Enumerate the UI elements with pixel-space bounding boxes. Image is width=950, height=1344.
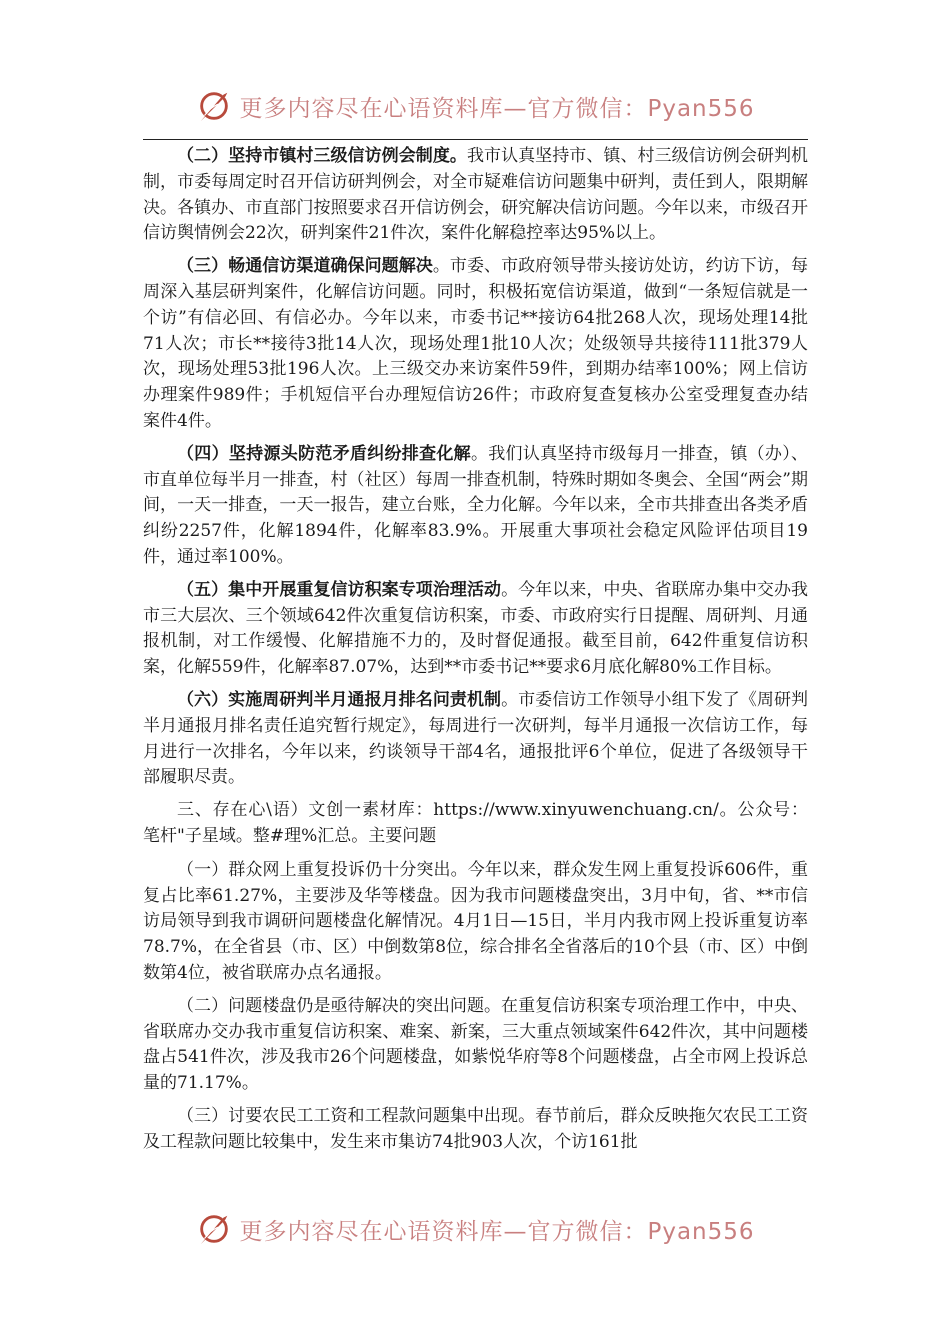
paragraph-heading: （二）坚持市镇村三级信访例会制度。: [177, 146, 467, 166]
header-watermark: [0, 84, 950, 128]
paragraph-heading: （四）坚持源头防范矛盾纠纷排查化解: [177, 443, 471, 464]
paragraph-3: [143, 254, 808, 435]
paragraph-text: 。市委、市政府领导带头接访处访，约访下访，每周深入基层研判案件，化解信访问题。同时，积极拓宽信访渠道，做到“一条短信就是一个访”有信必回、有信必办。今年以来，市委书记**接访64批268人次，现场处理14批71人次；市长**接待3批14人次，现场处理1批10人次；处级领导共接待111批379人次，现场处理53批196人次。上三级交办来访案件59件，到期办结率100%；网上信访办理案件989件；手机短信平台办理短信访26件；市政府复查复核办公室受理复查办结案件4件。: [143, 256, 809, 431]
paragraph-heading: （三）畅通信访渠道确保问题解决: [177, 256, 433, 277]
quill-logo-icon: [195, 87, 233, 125]
paragraph-4: [143, 442, 808, 571]
quill-logo-icon: [195, 1210, 233, 1248]
section-heading: 三、存在心\语）文创一素材库：https://www.xinyuwenchuang.cn/。公众号：笔杆"子星域。整#理%汇总。主要问题: [143, 800, 808, 846]
watermark-text: 更多内容尽在心语资料库—官方微信：Pyan556: [239, 1218, 755, 1245]
paragraph-text: 。我们认真坚持市级每月一排查，镇（办）、市直单位每半月一排查，村（社区）每周一排查机制，特殊时期如冬奥会、全国“两会”期间，一天一排查，一天一报告，建立台账，全力化解。今年以来，全市共排查出各类矛盾纠纷2257件，化解1894件，化解率83.9%。开展重大事项社会稳定风险评估项目19件，通过率100%。: [143, 443, 809, 567]
paragraph-6: [143, 688, 808, 791]
footer-watermark: [0, 1207, 950, 1251]
paragraph-heading: （五）集中开展重复信访积案专项治理活动: [177, 579, 502, 600]
problem-1: （一）群众网上重复投诉仍十分突出。今年以来，群众发生网上重复投诉606件，重复占比率61.27%，主要涉及华等楼盘。因为我市问题楼盘突出，3月中旬，省、**市信访局领导到我市调研问题楼盘化解情况。4月1日—15日，半月内我市网上投诉重复访率78.7%，在全省县（市、区）中倒数第8位，综合排名全省落后的10个县（市、区）中倒数第4位，被省联席办点名通报。: [143, 859, 808, 983]
problem-2: （二）问题楼盘仍是亟待解决的突出问题。在重复信访积案专项治理工作中，中央、省联席办交办我市重复信访积案、难案、新案，三大重点领域案件642件次，其中问题楼盘占541件次，涉及我市26个问题楼盘，如紫悦华府等8个问题楼盘，占全市网上投诉总量的71.17%。: [143, 995, 808, 1094]
paragraph-text: 。市委信访工作领导小组下发了《周研判半月通报月排名责任追究暂行规定》，每周进行一次研判，每半月通报一次信访工作，每月进行一次排名，今年以来，约谈领导干部4名，通报批评6个单位，促进了各级领导干部履职尽责。: [143, 689, 809, 788]
paragraph-5: [143, 578, 808, 681]
paragraph-2: [143, 144, 808, 247]
paragraph-heading: （六）实施周研判半月通报月排名问责机制: [177, 689, 502, 710]
header-divider: [143, 139, 808, 140]
watermark-text: 更多内容尽在心语资料库—官方微信：Pyan556: [239, 95, 755, 122]
document-body: [143, 144, 808, 1155]
problem-3: （三）讨要农民工工资和工程款问题集中出现。春节前后，群众反映拖欠农民工工资及工程款问题比较集中，发生来市集访74批903人次，个访161批: [143, 1105, 808, 1152]
paragraph-text: 。今年以来，中央、省联席办集中交办我市三大层次、三个领域642件次重复信访积案，市委、市政府实行日提醒、周研判、月通报机制，对工作缓慢、化解措施不力的，及时督促通报。截至目前，642件重复信访积案，化解559件，化解率87.07%，达到**市委书记**要求6月底化解80%工作目标。: [143, 579, 809, 678]
paragraph-text: 我市认真坚持市、镇、村三级信访例会研判机制，市委每周定时召开信访研判例会，对全市疑难信访问题集中研判，责任到人，限期解决。各镇办、市直部门按照要求召开信访例会，研究解决信访问题。今年以来，市级召开信访舆情例会22次，研判案件21件次，案件化解稳控率达95%以上。: [143, 146, 809, 244]
